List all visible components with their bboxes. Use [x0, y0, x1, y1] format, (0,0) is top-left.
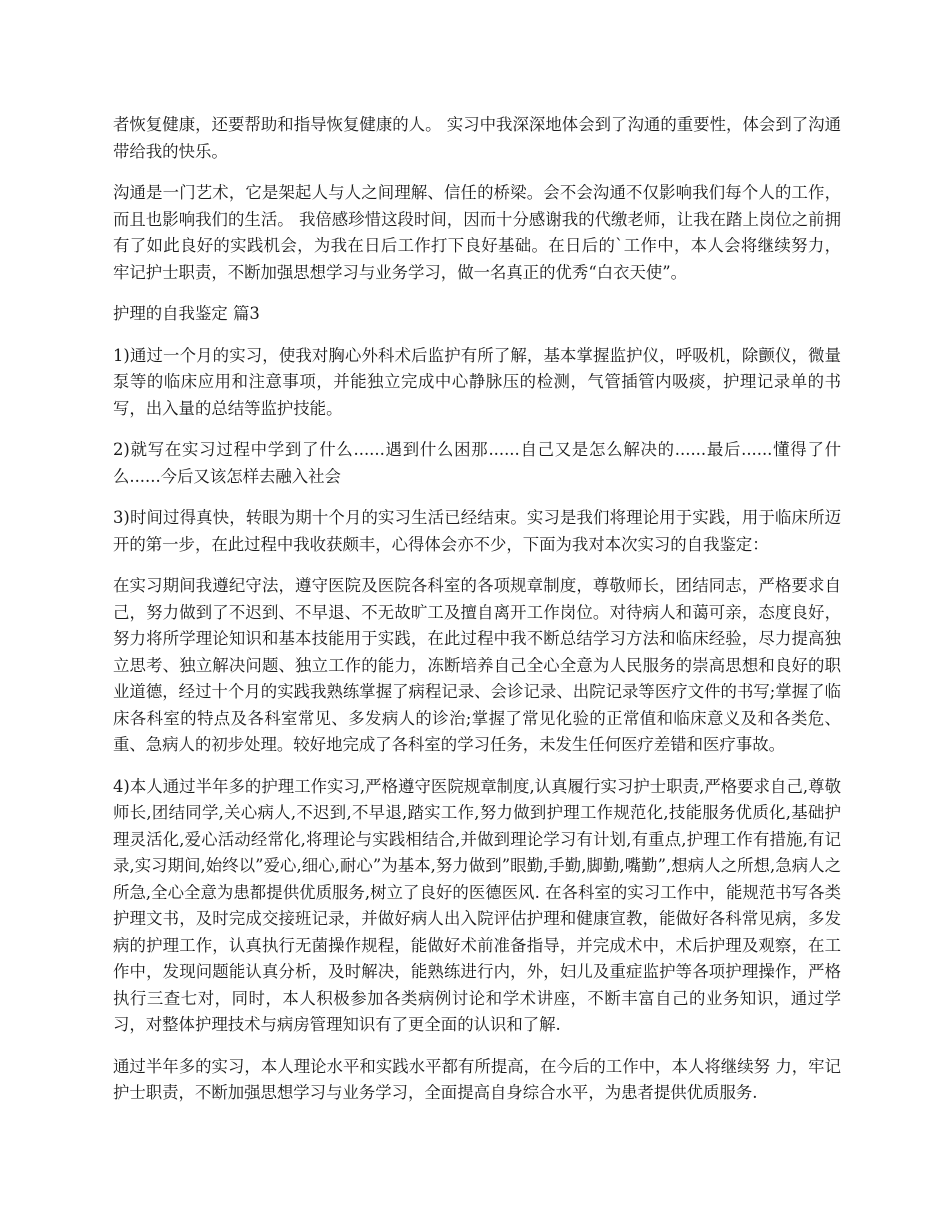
paragraph-item-4: 4)本人通过半年多的护理工作实习,严格遵守医院规章制度,认真履行实习护士职责,严格要求自己,尊敬师长,团结同学,关心病人,不迟到,不早退,踏实工作,努力做到护理工作规范化,技能服务优质化,基础护理灵活化,爱心活动经常化,将理论与实践相结合,并做到理论学习有计划,有重点,护理工作有措施,有记录,实习期间,始终以”爱心,细心,耐心”为基本,努力做到”眼勤,手勤,脚勤,嘴勤”,想病人之所想,急病人之所急,全心全意为患都提供优质服务,树立了良好的医德医风. 在各科室的实习工作中，能规范书写各类护理文书，及时完成交接班记录，并做好病人出入院评估护理和健康宣教，能做好各科常见病，多发病的护理工作，认真执行无菌操作规程，能做好术前准备指导，并完成术中，术后护理及观察，在工作中，发现问题能认真分析，及时解决，能熟练进行内，外，妇儿及重症监护等各项护理操作，严格执行三查七对，同时，本人积极参加各类病例讨论和学术讲座，不断丰富自己的业务知识，通过学习，对整体护理技术与病房管理知识有了更全面的认识和了解. — [113, 776, 841, 1034]
paragraph-communication: 沟通是一门艺术，它是架起人与人之间理解、信任的桥梁。会不会沟通不仅影响我们每个人的工作，而且也影响我们的生活。 我倍感珍惜这段时间，因而十分感谢我的代缴老师，让我在踏上岗位之前拥有了如此良好的实践机会，为我在日后工作打下良好基础。在日后的`工作中，本人会将继续努力，牢记护士职责，不断加强思想学习与业务学习，做一名真正的优秀“白衣天使”。 — [113, 183, 841, 282]
paragraph-internship-conduct: 在实习期间我遵纪守法，遵守医院及医院各科室的各项规章制度，尊敬师长，团结同志，严格要求自己，努力做到了不迟到、不早退、不无故旷工及擅自离开工作岗位。对待病人和蔼可亲，态度良好，努力将所学理论知识和基本技能用于实践，在此过程中我不断总结学习方法和临床经验，尽力提高独立思考、独立解决问题、独立工作的能力，冻断培养自己全心全意为人民服务的崇高思想和良好的职业道德，经过十个月的实践我熟练掌握了病程记录、会诊记录、出院记录等医疗文件的书写;掌握了临床各科室的特点及各科室常见、多发病人的诊治;掌握了常见化验的正常值和临床意义及和各类危、重、急病人的初步处理。较好地完成了各科室的学习任务，未发生任何医疗差错和医疗事故。 — [113, 576, 841, 754]
paragraph-item-1: 1)通过一个月的实习，使我对胸心外科术后监护有所了解，基本掌握监护仪，呼吸机，除颤仪，微量泵等的临床应用和注意事项，并能独立完成中心静脉压的检测，气管插管内吸痰，护理记录单的书写，出入量的总结等监护技能。 — [113, 345, 841, 418]
section-heading: 护理的自我鉴定 篇3 — [113, 304, 260, 323]
paragraph-conclusion: 通过半年多的实习，本人理论水平和实践水平都有所提高，在今后的工作中，本人将继续努 力，牢记护士职责，不断加强思想学习与业务学习，全面提高自身综合水平，为患者提供优质服务. — [113, 1056, 841, 1102]
document-body — [113, 112, 841, 1122]
paragraph-intro-continuation: 者恢复健康，还要帮助和指导恢复健康的人。 实习中我深深地体会到了沟通的重要性，体会到了沟通带给我的快乐。 — [113, 115, 841, 161]
paragraph-item-2: 2)就写在实习过程中学到了什么......遇到什么困那......自己又是怎么解决的......最后......懂得了什么......今后又该怎样去融入社会 — [113, 440, 841, 486]
paragraph-item-3: 3)时间过得真快，转眼为期十个月的实习生活已经结束。实习是我们将理论用于实践，用于临床所迈开的第一步，在此过程中我收获颇丰，心得体会亦不少，下面为我对本次实习的自我鉴定： — [113, 508, 841, 554]
